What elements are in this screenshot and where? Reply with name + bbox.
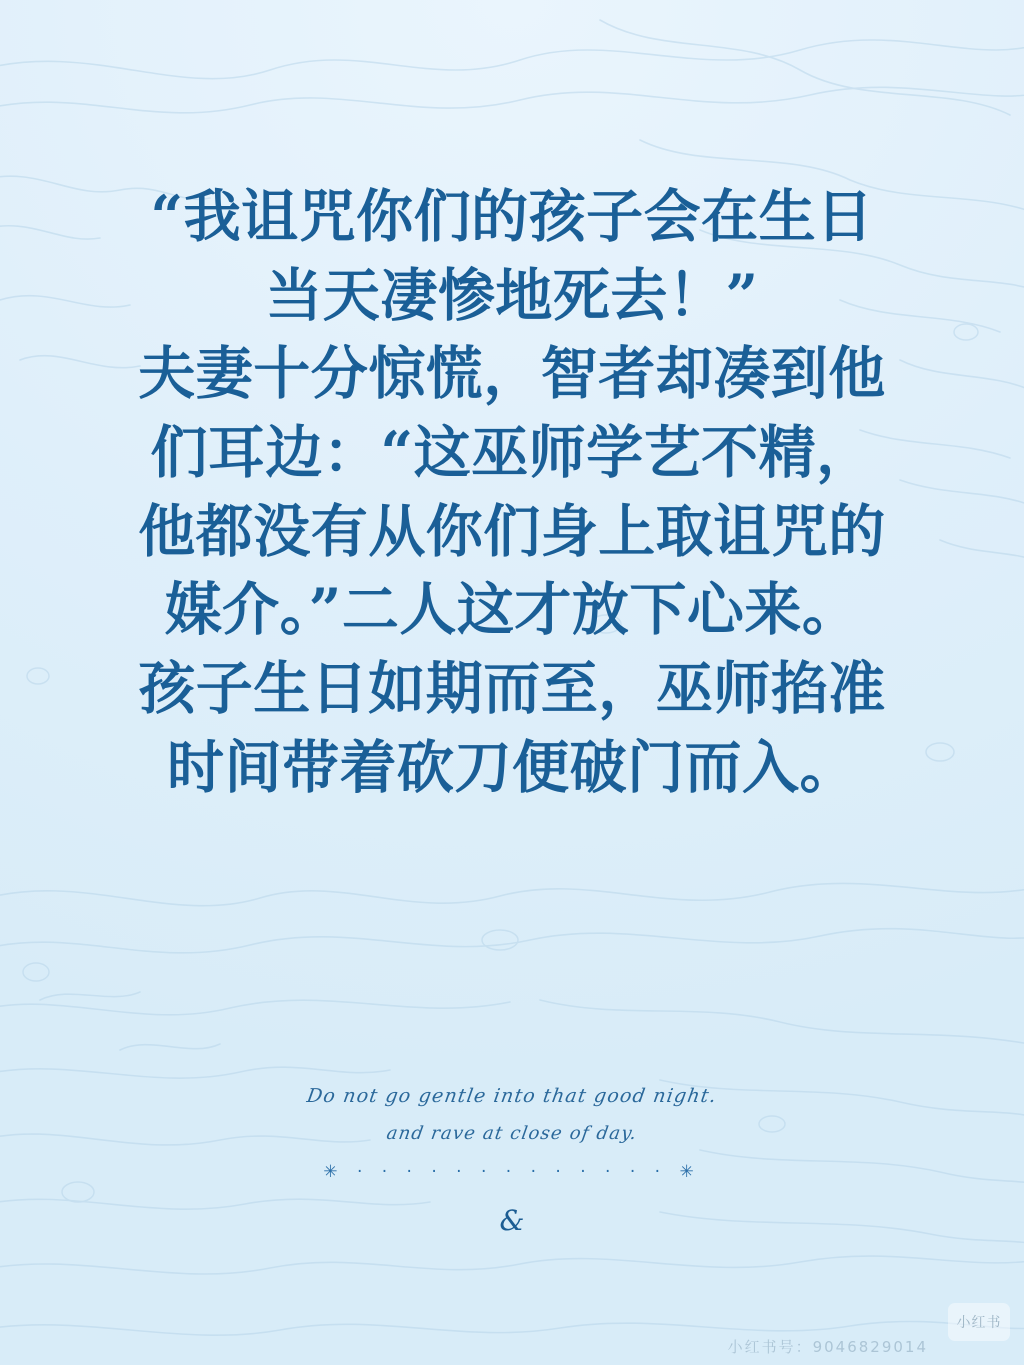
handwriting-line-1: Do not go gentle into that good night. [305,1085,719,1107]
ampersand-ornament: & [499,1204,525,1237]
watermark-account-text: 小红书号：9046829014 [727,1338,928,1356]
quote-text-block [0,178,1024,807]
quote-line: 媒介。”二人这才放下心来。 [164,576,860,644]
handwriting-footer [0,1085,1024,1237]
handwriting-line-2: and rave at close of day. [385,1123,639,1144]
quote-line: 时间带着砍刀便破门而入。 [167,733,857,801]
quote-line: 他都没有从你们身上取诅咒的 [138,497,886,565]
quote-line: 当天凄惨地死去！” [265,261,759,329]
watermark-logo: 小红书 [948,1303,1010,1341]
dot-divider: ✳ · · · · · · · · · · · · · ✳ [323,1162,701,1182]
quote-line: 夫妻十分惊慌，智者却凑到他 [138,340,886,408]
quote-line: 们耳边：“这巫师学艺不精， [150,418,874,486]
quote-line: 孩子生日如期而至，巫师掐准 [138,654,886,722]
quote-line: “我诅咒你们的孩子会在生日 [150,183,874,250]
